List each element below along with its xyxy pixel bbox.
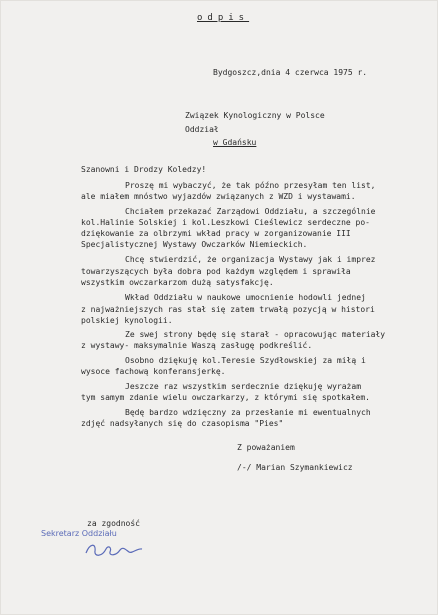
closing: Z poważaniem	[237, 443, 295, 452]
document-header: odpis	[197, 13, 250, 23]
body-line: Jeszcze raz wszystkim serdecznie dziękuję wyrażam	[125, 382, 362, 391]
body-line: Wkład Oddziału w naukowe umocnienie hodowli jednej	[125, 293, 366, 302]
certification-note: za zgodność	[87, 519, 140, 528]
body-line: Będę bardzo wdzięczny za przesłanie mi ewentualnych	[125, 408, 371, 417]
addressee-line-1: Związek Kynologiczny w Polsce	[185, 111, 325, 120]
body-line: Ze swej strony będę się starał - opracowując materiały	[125, 330, 386, 339]
body-line: tym samym zdanie wielu owczarkarzy, z którymi się spotkałem.	[81, 393, 370, 402]
body-line: zdjęć nadsyłanych się do czasopisma "Pies"	[81, 419, 284, 428]
body-line: Chciałem przekazać Zarządowi Oddziału, a szczególnie	[125, 207, 376, 216]
body-line: wszystkim owczarkarzom dużą satysfakcję.	[81, 278, 274, 287]
body-line: dziękowanie za olbrzymi wkład pracy w zorganizowanie III	[81, 229, 351, 238]
addressee-line-3: w Gdańsku	[213, 138, 257, 147]
body-line: ale miałem mnóstwo wyjazdów związanych z WZD i wystawami.	[81, 192, 356, 201]
body-line: towarzyszących była dobra pod każdym względem i sprawiła	[81, 267, 351, 276]
body-line: z wystawy- maksymalnie Waszą zasługę podkreślić.	[81, 341, 313, 350]
signature-typed: /-/ Marian Szymankiewicz	[237, 463, 353, 472]
body-line: z najważniejszych ras stał się zatem trwałą pozycją w histori	[81, 305, 375, 314]
handwritten-signature	[82, 539, 152, 561]
place-date: Bydgoszcz,dnia 4 czerwca 1975 r.	[213, 68, 368, 77]
body-line: Osobno dziękuję kol.Teresie Szydłowskiej za miłą i	[125, 356, 366, 365]
body-line: polskiej kynologii.	[81, 316, 173, 325]
body-line: Proszę mi wybaczyć, że tak późno przesyłam ten list,	[125, 181, 376, 190]
body-line: Specjalistycznej Wystawy Owczarków Niemieckich.	[81, 240, 308, 249]
body-line: wysoce fachową konferansjerkę.	[81, 367, 226, 376]
body-line: kol.Halinie Solskiej i kol.Leszkowi Cieślewicz serdeczne po-	[81, 218, 370, 227]
addressee-line-2: Oddział	[185, 125, 219, 134]
official-stamp: Sekretarz Oddziału	[41, 529, 117, 538]
salutation: Szanowni i Drodzy Koledzy!	[81, 165, 207, 174]
body-line: Chcę stwierdzić, że organizacja Wystawy jak i imprez	[125, 255, 376, 264]
